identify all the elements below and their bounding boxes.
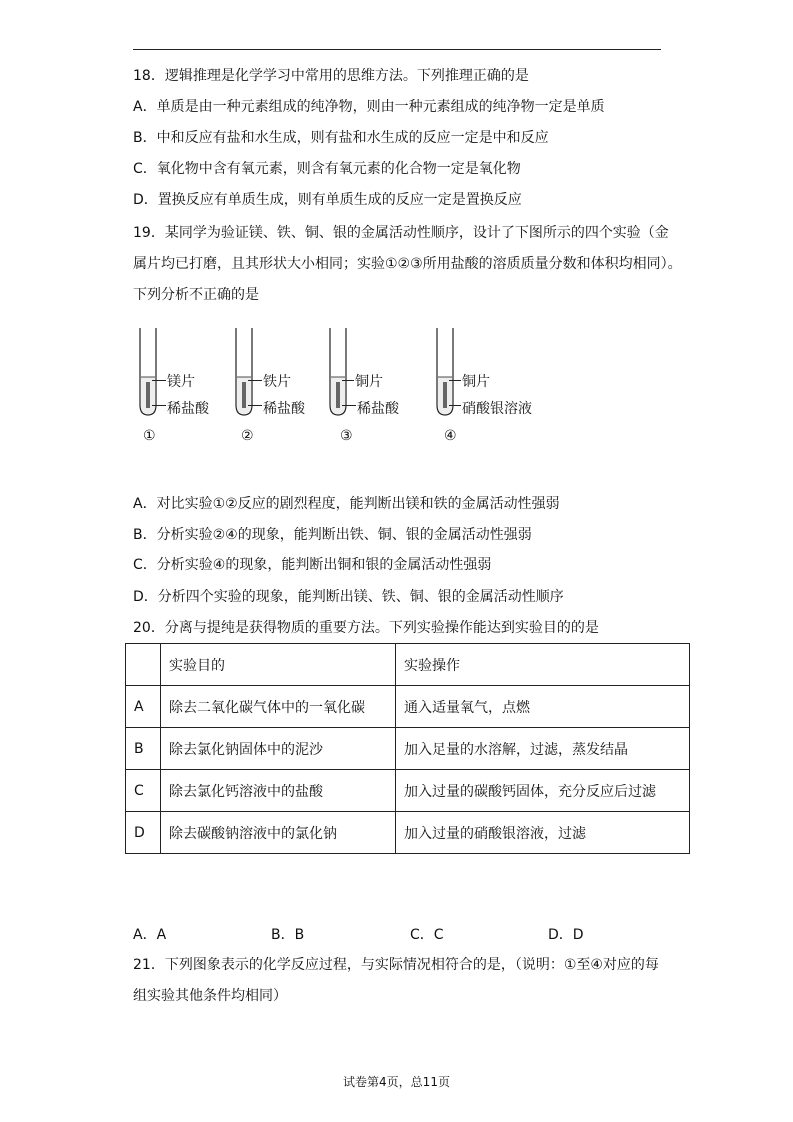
- header-rule: [133, 49, 661, 50]
- tube2-solution-label: 稀盐酸: [263, 401, 305, 417]
- tube4-number: ④: [444, 428, 457, 444]
- row-key: C: [126, 770, 161, 812]
- q20-stem: 20．分离与提纯是获得物质的重要方法。下列实验操作能达到实验目的的是: [133, 620, 599, 636]
- q19-stem-line1: 19．某同学为验证镁、铁、铜、银的金属活动性顺序，设计了下图所示的四个实验（金: [133, 225, 669, 241]
- q18-stem: 18．逻辑推理是化学学习中常用的思维方法。下列推理正确的是: [133, 68, 529, 84]
- tube1-solution-label: 稀盐酸: [167, 401, 209, 417]
- row-key: D: [126, 812, 161, 854]
- row-purpose: 除去氯化钠固体中的泥沙: [161, 728, 396, 770]
- row-operation: 加入过量的碳酸钙固体，充分反应后过滤: [396, 770, 690, 812]
- q20-answer-c: C．C: [410, 927, 444, 943]
- row-operation: 通入适量氧气，点燃: [396, 686, 690, 728]
- table-row: [126, 728, 690, 770]
- tube1-metal-label: 镁片: [167, 374, 195, 390]
- q19-option-d: D．分析四个实验的现象，能判断出镁、铁、铜、银的金属活动性顺序: [133, 589, 564, 605]
- tube3-solution-label: 稀盐酸: [357, 401, 399, 417]
- q21-stem-line1: 21．下列图象表示的化学反应过程，与实际情况相符合的是，（说明：①至④对应的每: [133, 957, 659, 973]
- table-row: [126, 770, 690, 812]
- q19-option-b: B．分析实验②④的现象，能判断出铁、铜、银的金属活动性强弱: [133, 527, 532, 543]
- q19-stem-line2: 属片均已打磨，且其形状大小相同；实验①②③所用盐酸的溶质质量分数和体积均相同）。: [133, 256, 682, 272]
- q20-answer-d: D．D: [548, 927, 584, 943]
- q19-option-c: C．分析实验④的现象，能判断出铜和银的金属活动性强弱: [133, 557, 492, 573]
- table-header-row: [126, 644, 690, 686]
- tube2-number: ②: [241, 428, 254, 444]
- row-operation: 加入过量的硝酸银溶液，过滤: [396, 812, 690, 854]
- q20-table: [125, 643, 690, 854]
- test-tube-1: [138, 327, 158, 417]
- header-key: [126, 644, 161, 686]
- row-purpose: 除去碳酸钠溶液中的氯化钠: [161, 812, 396, 854]
- tube1-number: ①: [143, 428, 156, 444]
- test-tube-4: [435, 327, 455, 417]
- q19-option-a: A．对比实验①②反应的剧烈程度，能判断出镁和铁的金属活动性强弱: [133, 496, 560, 512]
- test-tube-3: [328, 327, 348, 417]
- tube4-solution-label: 硝酸银溶液: [462, 401, 532, 417]
- page-footer: 试卷第4页，总11页: [343, 1075, 450, 1089]
- row-operation: 加入足量的水溶解，过滤，蒸发结晶: [396, 728, 690, 770]
- header-operation: 实验操作: [396, 644, 690, 686]
- q19-stem-line3: 下列分析不正确的是: [133, 287, 259, 303]
- row-key: A: [126, 686, 161, 728]
- row-purpose: 除去氯化钙溶液中的盐酸: [161, 770, 396, 812]
- row-purpose: 除去二氧化碳气体中的一氧化碳: [161, 686, 396, 728]
- tube3-metal-label: 铜片: [355, 374, 383, 390]
- tube3-number: ③: [340, 428, 353, 444]
- q18-option-d: D．置换反应有单质生成，则有单质生成的反应一定是置换反应: [133, 192, 522, 208]
- test-tube-2: [234, 327, 254, 417]
- q18-option-b: B．中和反应有盐和水生成，则有盐和水生成的反应一定是中和反应: [133, 130, 549, 146]
- q21-stem-line2: 组实验其他条件均相同）: [133, 988, 287, 1004]
- row-key: B: [126, 728, 161, 770]
- q20-answer-b: B．B: [271, 927, 305, 943]
- tube2-metal-label: 铁片: [263, 374, 291, 390]
- header-purpose: 实验目的: [161, 644, 396, 686]
- table-row: [126, 812, 690, 854]
- q20-answer-a: A．A: [133, 927, 167, 943]
- table-row: [126, 686, 690, 728]
- tube4-metal-label: 铜片: [462, 374, 490, 390]
- q18-option-a: A．单质是由一种元素组成的纯净物，则由一种元素组成的纯净物一定是单质: [133, 99, 605, 115]
- q18-option-c: C．氧化物中含有氧元素，则含有氧元素的化合物一定是氧化物: [133, 161, 521, 177]
